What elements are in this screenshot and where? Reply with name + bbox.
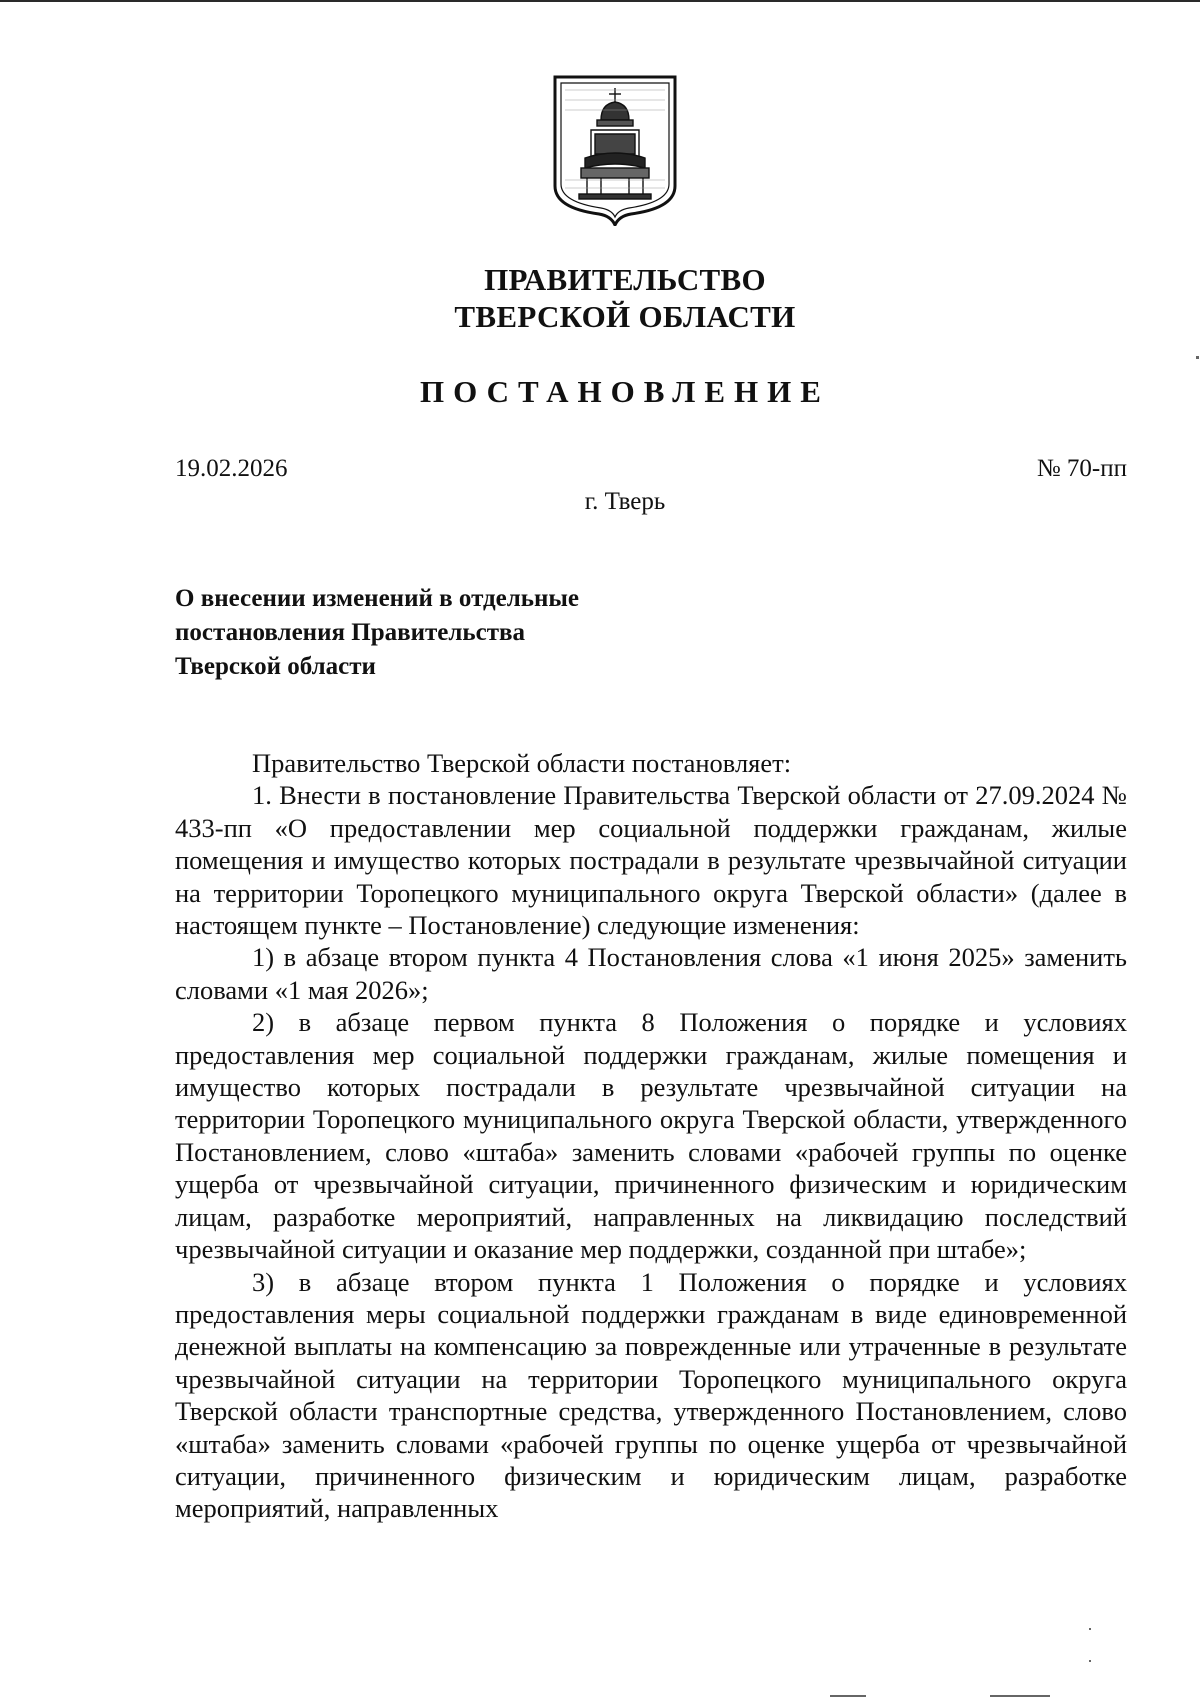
scan-edge bbox=[0, 0, 1200, 2]
subject-line: Тверской области bbox=[175, 653, 376, 680]
document-subject bbox=[175, 582, 579, 684]
org-name-line-2: ТВЕРСКОЙ ОБЛАСТИ bbox=[454, 299, 796, 334]
body-paragraph: 1. Внести в постановление Правительства Тверской области от 27.09.2024 № 433-пп «О предоставлении мер социальной поддержки гражданам, жилые помещения и имущество которых пострадали в результате чрезвычайной ситуации на территории Торопецкого муниципального округа Тверской области» (далее в настоящем пункте – Постановление) следующие изменения: bbox=[175, 780, 1127, 941]
scan-dash bbox=[830, 1695, 866, 1697]
subject-line: О внесении изменений в отдельные bbox=[175, 585, 580, 612]
subject-line: постановления Правительства bbox=[175, 619, 525, 646]
body-paragraph: 3) в абзаце втором пункта 1 Положения о порядке и условиях предоставления меры социальной поддержки гражданам в виде единовременной денежной выплаты на компенсацию за поврежденные или утраченные в результате чрезвычайной ситуации на территории Торопецкого муниципального округа Тверской области транспортные средства, утвержденного Постановлением, слово «штаба» заменить словами «рабочей группы по оценке ущерба от чрезвычайной ситуации, причиненного физическим и юридическим лицам, разработке мероприятий, направленных bbox=[175, 1266, 1127, 1524]
document-body bbox=[175, 747, 1127, 1525]
scan-dot bbox=[1089, 1628, 1091, 1630]
scan-dash bbox=[990, 1695, 1050, 1697]
document-city: г. Тверь bbox=[584, 488, 666, 515]
body-paragraph: 1) в абзаце втором пункта 4 Постановления слова «1 июня 2025» заменить словами «1 мая 2026»; bbox=[175, 942, 1127, 1005]
document-number: № 70-пп bbox=[1036, 455, 1127, 482]
scan-dot bbox=[1196, 356, 1199, 359]
tver-coat-of-arms-icon bbox=[551, 74, 679, 226]
document-type: ПОСТАНОВЛЕНИЕ bbox=[420, 374, 830, 409]
scan-dot bbox=[1089, 1660, 1091, 1662]
document-date: 19.02.2026 bbox=[175, 455, 288, 482]
org-name-line-1: ПРАВИТЕЛЬСТВО bbox=[484, 262, 766, 297]
body-paragraph: 2) в абзаце первом пункта 8 Положения о порядке и условиях предоставления мер социальной поддержки гражданам, жилые помещения и имущество которых пострадали в результате чрезвычайной ситуации на территории Торопецкого муниципального округа Тверской области, утвержденного Постановлением, слово «штаба» заменить словами «рабочей группы по оценке ущерба от чрезвычайной ситуации, причиненного физическим и юридическим лицам, разработке мероприятий, направленных на ликвидацию последствий чрезвычайной ситуации и оказание мер поддержки, созданной при штабе»; bbox=[175, 1007, 1127, 1265]
body-paragraph: Правительство Тверской области постановляет: bbox=[252, 748, 792, 778]
